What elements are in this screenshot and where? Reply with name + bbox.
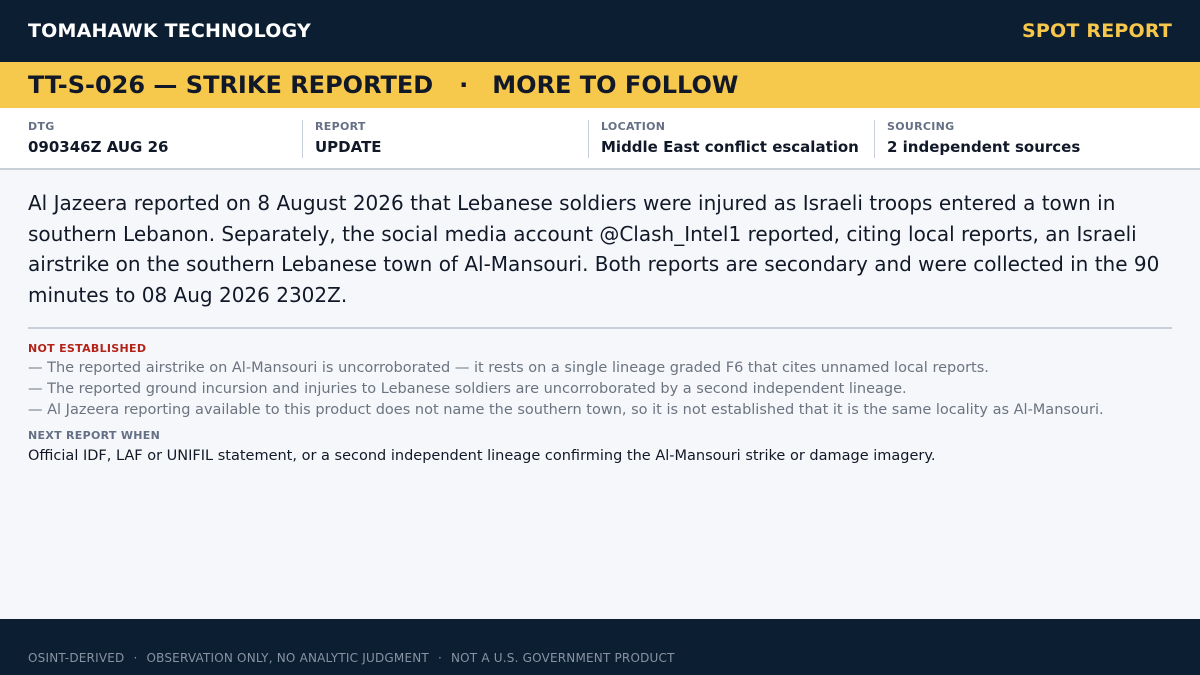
section-divider (28, 327, 1172, 329)
report-status: MORE TO FOLLOW (492, 71, 739, 99)
list-item: — The reported ground incursion and injuries to Lebanese soldiers are uncorroborated by a second independent lineage. (28, 381, 907, 397)
status-banner (0, 62, 1200, 108)
meta-location (588, 120, 874, 158)
meta-sourcing (874, 120, 1160, 158)
meta-label: DTG (28, 120, 55, 133)
footer-separator: · (437, 651, 442, 665)
meta-label: REPORT (315, 120, 366, 133)
footer-item: OSINT-DERIVED (28, 651, 125, 665)
footer-separator: · (133, 651, 138, 665)
footer (0, 619, 1200, 675)
not-established-label: NOT ESTABLISHED (28, 342, 147, 355)
report-id-title: TT-S-026 — STRIKE REPORTED (28, 71, 434, 99)
meta-value: 090346Z AUG 26 (28, 138, 169, 156)
metadata-strip (0, 108, 1200, 170)
banner-separator: · (459, 71, 469, 99)
meta-value: UPDATE (315, 138, 382, 156)
footer-item: NOT A U.S. GOVERNMENT PRODUCT (450, 651, 675, 665)
meta-value: Middle East conflict escalation (601, 138, 859, 156)
meta-label: LOCATION (601, 120, 666, 133)
lead-paragraph: Al Jazeera reported on 8 August 2026 that Lebanese soldiers were injured as Israeli troops entered a town in southern Lebanon. Separately, the social media account @Clash_Intel1 reported, citing local reports, an Israeli airstrike on the southern Lebanese town of Al-Mansouri. Both reports are secondary and were collected in the 90 minutes to 08 Aug 2026 2302Z. (28, 191, 1160, 307)
footer-item: OBSERVATION ONLY, NO ANALYTIC JUDGMENT (146, 651, 429, 665)
next-report-text: Official IDF, LAF or UNIFIL statement, or a second independent lineage confirming the Al-Mansouri strike or damage imagery. (28, 448, 936, 464)
meta-report (302, 120, 588, 158)
top-bar (0, 0, 1200, 62)
report-type-label: SPOT REPORT (1022, 20, 1172, 42)
brand-name: TOMAHAWK TECHNOLOGY (28, 20, 311, 42)
not-established-list (28, 358, 1178, 421)
meta-dtg (28, 120, 302, 158)
next-report-label: NEXT REPORT WHEN (28, 429, 161, 442)
list-item: — The reported airstrike on Al-Mansouri is uncorroborated — it rests on a single lineage graded F6 that cites unnamed local reports. (28, 360, 989, 376)
meta-label: SOURCING (887, 120, 955, 133)
meta-value: 2 independent sources (887, 138, 1081, 156)
list-item: — Al Jazeera reporting available to this product does not name the southern town, so it is not established that it is the same locality as Al-Mansouri. (28, 402, 1104, 418)
